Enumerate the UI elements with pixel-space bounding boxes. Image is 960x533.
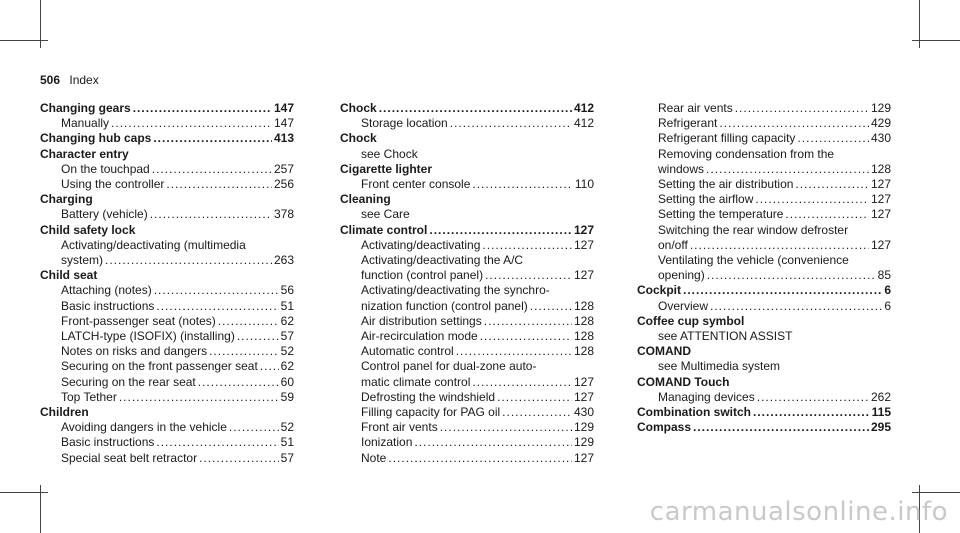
page-reference[interactable]: 412 [573,101,594,115]
page-reference[interactable]: 295 [870,420,891,435]
index-subentry [340,344,594,359]
page-reference[interactable]: 52 [280,344,294,359]
entry-text: see ATTENTION ASSIST [658,329,793,344]
index-subentry [340,405,594,420]
page-number: 506 [40,73,61,87]
entry-text: COMAND Touch [637,374,730,389]
page-reference[interactable]: 62 [280,359,294,374]
entry-text: Activating/deactivating (multimedia [61,237,246,252]
entry-text: Chock [340,131,377,146]
entry-text: Compass [637,420,692,435]
leader-dots [379,101,572,116]
index-column-3 [637,101,891,435]
index-subentry [340,420,594,435]
index-subentry [637,268,891,283]
index-subentry [340,116,594,131]
leader-dots [133,101,272,116]
entry-text: Front air vents [361,420,438,435]
index-subentry [340,268,594,283]
page-reference[interactable]: 430 [573,405,594,420]
leader-dots [199,451,279,466]
page-reference[interactable]: 127 [870,192,891,207]
page-reference[interactable]: 430 [870,131,891,146]
entry-text: Note [361,450,387,465]
crop-mark [912,492,960,493]
index-entry [637,420,891,435]
index-subentry [637,162,891,177]
leader-dots [154,283,279,298]
index-subentry [40,116,294,131]
index-heading [40,223,294,238]
index-subentry [637,390,891,405]
index-subentry [637,329,891,344]
page-reference[interactable]: 85 [877,268,891,283]
index-entry [637,101,891,283]
index-subentry [40,451,294,466]
entry-text: Attaching (notes) [61,283,152,298]
page-reference[interactable]: 56 [280,283,294,298]
index-entry [340,101,594,131]
index-entry [340,131,594,161]
index-heading [40,101,294,116]
page-reference[interactable]: 127 [573,450,594,465]
entry-text: function (control panel) [361,268,484,283]
index-subentry [40,207,294,222]
page-reference[interactable]: 51 [280,435,294,450]
entry-text: Automatic control [361,344,454,359]
section-title: Index [69,73,99,87]
page-reference[interactable]: 115 [871,405,891,420]
index-subentry [637,101,891,116]
page-reference[interactable]: 129 [870,101,891,115]
index-subentry [40,329,294,344]
entry-text: Setting the airflow [658,192,754,207]
page-reference[interactable]: 147 [273,101,294,115]
index-heading [637,283,891,298]
leader-dots [706,162,869,177]
leader-dots [153,131,272,146]
index-heading [340,192,594,207]
entry-text: Combination switch [637,405,751,420]
page-reference[interactable]: 429 [870,116,891,131]
page-reference[interactable]: 6 [884,283,891,298]
index-entry [637,375,891,405]
entry-text: Defrosting the windshield [361,389,496,404]
entry-text: Coffee cup symbol [637,313,745,328]
page-reference[interactable]: 127 [870,207,891,222]
index-subentry [637,207,891,222]
index-subentry [40,238,294,253]
leader-dots [753,405,870,420]
index-subentry [40,359,294,374]
index-subentry [340,253,594,268]
index-subentry [637,116,891,131]
index-entry [40,131,294,146]
page-reference[interactable]: 62 [280,313,294,328]
index-heading [637,375,891,390]
leader-dots [209,344,279,359]
entry-text: opening) [658,268,705,283]
page-reference[interactable]: 127 [573,389,594,404]
page-reference[interactable]: 127 [573,268,594,283]
page-reference[interactable]: 57 [280,450,294,465]
leader-dots [757,390,869,405]
entry-text: Activating/deactivating the synchro- [361,283,550,298]
leader-dots [690,238,869,253]
index-subentry [40,390,294,405]
leader-dots [719,116,869,131]
index-subentry [340,238,594,253]
page-reference[interactable]: 110 [574,177,594,192]
watermark: carmanualsonline.info [649,497,948,527]
page-reference[interactable]: 263 [273,253,294,268]
page-reference[interactable]: 128 [573,329,594,344]
index-heading [637,344,891,359]
index-entry [340,192,594,222]
leader-dots [502,405,572,420]
index-subentry [40,253,294,268]
entry-text: system) [61,253,103,268]
page-reference[interactable]: 127 [573,237,594,252]
index-heading [40,192,294,207]
entry-text: LATCH-type (ISOFIX) (installing) [61,329,235,344]
index-heading [340,131,594,146]
index-subentry [340,329,594,344]
page-reference[interactable]: 128 [870,161,891,176]
index-entry [637,283,891,313]
index-heading [40,147,294,162]
page-reference[interactable]: 127 [573,222,594,237]
index-subentry [340,390,594,405]
leader-dots [440,420,572,435]
index-entry [40,101,294,131]
entry-text: Cleaning [340,192,391,207]
leader-dots [260,359,279,374]
index-entry [637,344,891,374]
entry-text: Setting the temperature [658,207,784,222]
entry-text: Refrigerant filling capacity [658,131,796,146]
leader-dots [150,207,272,222]
entry-text: Setting the air distribution [658,177,794,192]
index-heading [40,131,294,146]
index-heading [40,405,294,420]
leader-dots [710,299,882,314]
entry-text: Chock [340,101,377,115]
leader-dots [485,268,572,283]
leader-dots [683,283,882,298]
index-subentry [40,375,294,390]
index-entry [40,268,294,405]
leader-dots [152,162,272,177]
page-reference[interactable]: 51 [280,298,294,313]
leader-dots [530,299,572,314]
entry-text: see Chock [361,146,418,161]
entry-text: Basic instructions [61,435,155,450]
entry-text: Air distribution settings [361,313,482,328]
index-subentry [40,299,294,314]
index-subentry [340,283,594,298]
entry-text: Control panel for dual-zone auto- [361,359,537,374]
entry-text: Activating/deactivating the A/C [361,253,524,268]
leader-dots [414,435,572,450]
entry-text: On the touchpad [61,161,150,176]
leader-dots [693,420,869,435]
index-heading [40,268,294,283]
crop-mark [0,492,48,493]
leader-dots [429,223,572,238]
entry-text: Using the controller [61,177,165,192]
index-entry [40,405,294,466]
index-entry [40,147,294,193]
index-subentry [40,420,294,435]
page-reference[interactable]: 378 [273,207,294,222]
page-reference[interactable]: 128 [573,344,594,359]
page-reference[interactable]: 129 [573,435,594,450]
index-subentry [340,207,594,222]
leader-dots [480,329,572,344]
index-entry [40,192,294,222]
entry-text: see Care [361,207,410,222]
leader-dots [497,390,572,405]
entry-text: Activating/deactivating [361,237,481,252]
index-entry [40,223,294,269]
page-reference[interactable]: 257 [273,161,294,176]
entry-text: Ionization [361,435,413,450]
entry-text: Changing hub caps [40,131,152,146]
page-reference[interactable]: 128 [573,313,594,328]
index-subentry [40,162,294,177]
leader-dots [735,101,869,116]
crop-mark [0,40,48,41]
entry-text: Notes on risks and dangers [61,344,208,359]
index-column-1 [40,101,294,466]
page-reference[interactable]: 412 [573,116,594,131]
entry-text: Rear air vents [658,101,733,115]
leader-dots [450,116,572,131]
entry-text: Climate control [340,222,428,237]
entry-text: Removing condensation from the [658,146,835,161]
page-reference[interactable]: 6 [884,298,891,313]
entry-text: matic climate control [361,374,471,389]
index-subentry [340,314,594,329]
entry-text: see Multimedia system [658,359,781,374]
entry-text: Refrigerant [658,116,718,131]
index-entry [637,314,891,344]
page-reference[interactable]: 129 [573,420,594,435]
index-subentry [637,238,891,253]
index-subentry [637,253,891,268]
leader-dots [785,207,869,222]
index-subentry [637,223,891,238]
entry-text: windows [658,161,705,176]
leader-dots [472,375,572,390]
index-subentry [40,283,294,298]
leader-dots [218,314,279,329]
entry-text: Securing on the rear seat [61,374,196,389]
page-reference[interactable]: 127 [870,237,891,252]
leader-dots [484,314,572,329]
leader-dots [797,131,869,146]
leader-dots [472,177,572,192]
index-subentry [40,435,294,450]
entry-text: Filling capacity for PAG oil [361,405,501,420]
entry-text: Cigarette lighter [340,161,433,176]
page-reference[interactable]: 262 [870,389,891,404]
entry-text: Children [40,405,89,420]
index-subentry [637,177,891,192]
entry-text: Cockpit [637,283,682,298]
page-reference[interactable]: 59 [280,389,294,404]
entry-text: Special seat belt retractor [61,450,198,465]
page-reference[interactable]: 413 [273,131,294,146]
entry-text: Basic instructions [61,298,155,313]
entry-text: Overview [658,298,709,313]
entry-text: Air-recirculation mode [361,329,478,344]
index-subentry [637,299,891,314]
index-subentry [637,192,891,207]
entry-text: Avoiding dangers in the vehicle [61,420,227,435]
entry-text: Changing gears [40,101,131,115]
index-heading [340,223,594,238]
page-header [40,73,99,87]
index-heading [637,405,891,420]
leader-dots [156,435,278,450]
page-reference[interactable]: 128 [573,298,594,313]
entry-text: Securing on the front passenger seat [61,359,258,374]
entry-text: Child seat [40,268,98,283]
entry-text: Front-passenger seat (notes) [61,313,216,328]
index-subentry [40,314,294,329]
leader-dots [156,299,278,314]
index-subentry [637,147,891,162]
entry-text: Storage location [361,116,448,131]
entry-text: Switching the rear window defroster [658,222,849,237]
index-entry [637,405,891,420]
leader-dots [166,177,272,192]
entry-text: COMAND [637,344,691,359]
index-entry [340,162,594,192]
leader-dots [482,238,572,253]
index-entry [340,223,594,466]
leader-dots [105,253,272,268]
page-reference[interactable]: 127 [573,374,594,389]
index-subentry [340,375,594,390]
index-subentry [340,435,594,450]
entry-text: Character entry [40,146,129,161]
leader-dots [795,177,869,192]
leader-dots [111,116,272,131]
index-heading [637,420,891,435]
entry-text: Manually [61,116,110,131]
entry-text: Child safety lock [40,222,136,237]
page-reference[interactable]: 52 [280,420,294,435]
index-subentry [40,344,294,359]
leader-dots [388,451,572,466]
index-subentry [637,359,891,374]
index-subentry [340,451,594,466]
page-reference[interactable]: 57 [280,329,294,344]
page-reference[interactable]: 256 [273,177,294,192]
page-reference[interactable]: 60 [280,374,294,389]
leader-dots [755,192,869,207]
leader-dots [229,420,279,435]
leader-dots [198,375,279,390]
index-subentry [340,147,594,162]
index-subentry [340,299,594,314]
entry-text: Ventilating the vehicle (convenience [658,253,849,268]
index-subentry [340,359,594,374]
entry-text: on/off [658,237,688,252]
index-subentry [340,177,594,192]
index-heading [340,101,594,116]
entry-text: Front center console [361,177,471,192]
entry-text: Managing devices [658,389,755,404]
index-subentry [637,131,891,146]
page-reference[interactable]: 127 [870,177,891,192]
leader-dots [707,268,876,283]
entry-text: Top Tether [61,389,117,404]
index-subentry [40,177,294,192]
leader-dots [119,390,279,405]
entry-text: nization function (control panel) [361,298,528,313]
crop-mark [912,40,960,41]
index-column-2 [340,101,594,466]
index-heading [637,314,891,329]
index-heading [340,162,594,177]
leader-dots [237,329,279,344]
entry-text: Battery (vehicle) [61,207,148,222]
entry-text: Charging [40,192,93,207]
page-reference[interactable]: 147 [273,116,294,131]
leader-dots [456,344,572,359]
